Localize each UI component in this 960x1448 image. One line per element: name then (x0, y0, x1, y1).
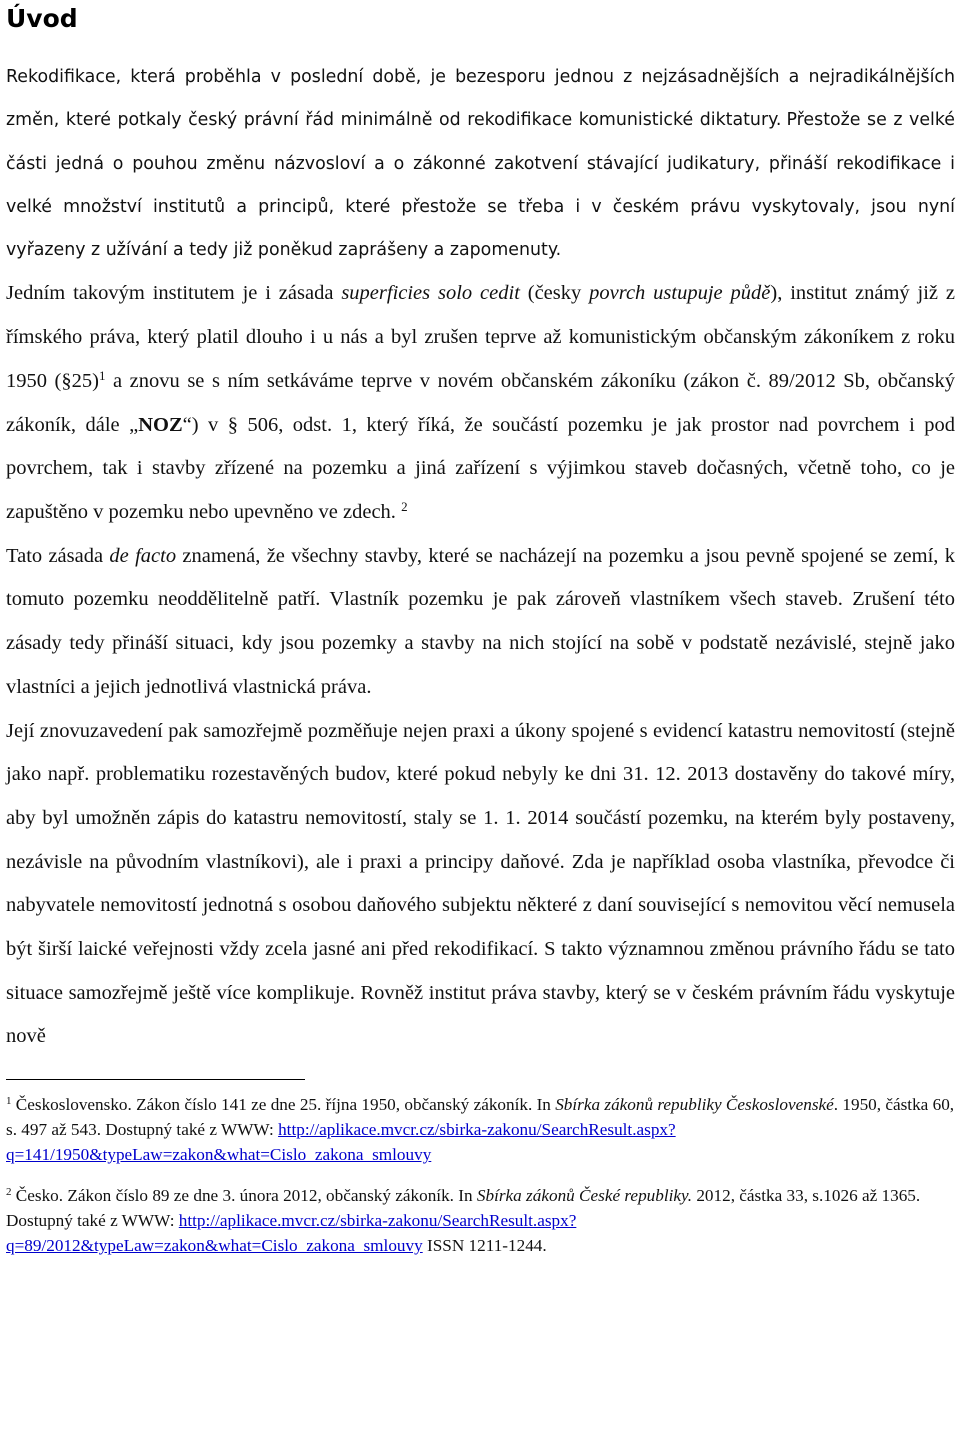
intro-sentence-1: Rekodifikace, která proběhla v poslední době, je bezesporu jednou z nejzásadnějších a nejradikálnějších změn, které potkaly český právní řád minimálně od rekodifikace komunistické diktatury. (6, 67, 955, 131)
para2-text: “) v § 506, odst. 1, který říká, že součástí pozemku je jak prostor nad povrchem i pod povrchem, tak i stavby zřízené na pozemku a jiná zařízení s výjimkou staveb dočasných, včetně toho, co je zapuštěno v pozemku nebo upevněno ve zdech. (6, 413, 955, 523)
latin-term: superficies solo cedit (341, 282, 520, 305)
para3-text: znamená, že všechny stavby, které se nacházejí na pozemku a jsou pevně spojené se zemí, k tomuto pozemku neoddělitelně patří. Vlastník pozemku je pak zároveň vlastníkem všech staveb. (6, 544, 956, 611)
footnote-text: 2012, částka 33, s.1026 až 1365. Dostupný také z WWW: (6, 1186, 921, 1231)
paragraph-superficies (6, 272, 955, 534)
footnote-text: Česko. Zákon číslo 89 ze dne 3. února 2012, občanský zákoník. In (11, 1186, 477, 1206)
footnote-link[interactable]: http://aplikace.mvcr.cz/sbirka-zakonu/SearchResult.aspx?q=141/1950&typeLaw=zakon&what=Cislo_zakona_smlouvy (6, 1120, 676, 1165)
footnote-2 (6, 1183, 955, 1258)
footnote-text: . 1950, částka 60, s. 497 až 543. Dostupný také z WWW: (6, 1095, 955, 1140)
footnote-1 (6, 1092, 955, 1167)
body-text (6, 272, 955, 1059)
footnote-number: 1 (6, 1095, 12, 1108)
footnote-link[interactable]: http://aplikace.mvcr.cz/sbirka-zakonu/SearchResult.aspx?q=89/2012&typeLaw=zakon&what=Cislo_zakona_smlouvy (6, 1211, 577, 1256)
latin-term: de facto (109, 544, 177, 567)
paragraph-de-facto (6, 535, 955, 710)
para2-text: Jedním takovým institutem je i zásada (6, 282, 342, 305)
footnote-source-title: Sbírka zákonů České republiky. (476, 1186, 693, 1206)
czech-translation: povrch ustupuje půdě (589, 282, 771, 305)
abbreviation-noz: NOZ (138, 413, 183, 436)
footnote-ref-2[interactable]: 2 (401, 499, 408, 514)
para2-text: ), institut známý již z římského práva, který platil dlouho i u nás a byl zrušen teprve až komunistickým občanským zákoníkem z roku 1950 (§25) (6, 282, 955, 392)
section-heading: Úvod (6, 4, 78, 33)
para3-text: Zrušení této zásady tedy přináší situaci, kdy jsou pozemky a stavby na nich stojící na sobě v podstatě nezávislé, stejně jako vlastníci a jejich jednotlivá vlastnická práva. (6, 588, 955, 698)
footnote-issn: ISSN 1211-1244. (422, 1236, 547, 1256)
paragraph-reintroduction: Její znovuzavedení pak samozřejmě pozměňuje nejen praxi a úkony spojené s evidencí katastru nemovitostí (stejně jako např. problematiku rozestavěných budov, které pokud nebyly ke dni 31. 12. 2013 dostavěny do takové míry, aby byl umožněn zápis do katastru nemovitostí, staly se 1. 1. 2014 součástí pozemku, na kterém byly postaveny, nezávisle na původním vlastníkovi), ale i praxi a principy daňové. Zda je například osoba vlastníka, převodce či nabyvatele nemovitostí jednotná s osobou daňového subjektu některé z daní související s nemovitou věcí nemusela být širší laické veřejnosti vždy zcela jasné ani před rekodifikací. S takto významnou změnou právního řádu se tato situace samozřejmě ještě více komplikuje. Rovněž institut práva stavby, který se v českém právním řádu vyskytuje nově (6, 719, 955, 1048)
intro-paragraph (6, 56, 955, 272)
footnote-separator (6, 1079, 305, 1080)
para2-text: a znovu se s ním setkáváme teprve v novém občanském zákoníku (zákon č. 89/2012 Sb, občanský zákoník, dále „ (6, 369, 956, 436)
footnote-ref-1[interactable]: 1 (98, 367, 106, 383)
footnote-source-title: Sbírka zákonů republiky Československé (555, 1095, 834, 1115)
document-page (6, 0, 955, 1258)
para3-text: Tato zásada (6, 544, 110, 567)
footnote-number: 2 (6, 1186, 12, 1199)
footnote-text: Československo. Zákon číslo 141 ze dne 25. října 1950, občanský zákoník. In (11, 1095, 556, 1115)
para2-text: (česky (519, 282, 590, 305)
intro-sentence-2: Přestože se z velké části jedná o pouhou změnu názvosloví a o zákonné zakotvení stávající judikatury, přináší rekodifikace i velké množství institutů a principů, které přestože se třeba i v českém právu vyskytovaly, jsou nyní vyřazeny z užívání a tedy již poněkud zaprášeny a zapomenuty. (6, 110, 955, 261)
